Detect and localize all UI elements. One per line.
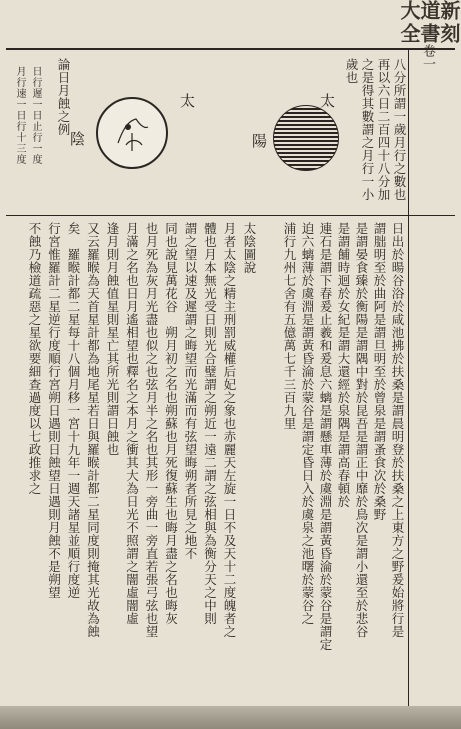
volume-label: 卷一 — [420, 44, 435, 70]
moon-figure-icon — [98, 99, 166, 167]
moon-text-line: 又云羅睺為天首星計都為地尾星若日與羅睺計都二星同度則掩其光故為蝕 — [85, 222, 101, 638]
sun-label-2: 太 — [320, 92, 336, 110]
moon-text-line: 同也說見萬花谷 朔月初之名也朔蘇也月死復蘇生也晦月盡之名也晦灰 — [163, 222, 179, 625]
moon-text-line: 也月死為灰月光盡也似之也弦月半之名也其形一旁曲一旁直若張弓弦也望 — [144, 222, 159, 638]
moon-label: 陰 — [70, 130, 86, 148]
sun-text-line: 謂朏明至於曲阿是謂旦明至於曾泉是謂蚤食次於桑野 — [372, 222, 387, 521]
sun-text-line: 連石是謂下春爰止羲和爰息六螭是謂懸車薄於虞淵是謂黃昏淪於蒙谷是謂定 — [318, 222, 333, 651]
sun-label: 陽 — [252, 132, 268, 150]
moon-diagram — [96, 97, 168, 169]
moon-label-2: 太 — [180, 92, 196, 110]
top-text-col-1: 八分所謂一歲月行之數也 — [392, 58, 407, 201]
top-text-col-3: 之是得其數謂之月行一小 — [360, 58, 375, 201]
sun-text-line: 日出於暘谷浴於咸池拂於扶桑是謂晨明登於扶桑之上東方之野爰始將行是 — [390, 222, 405, 638]
moon-section-heading: 太陰圖說 — [242, 222, 257, 274]
top-text-col-2: 再以六日二百四十八分加 — [376, 58, 391, 201]
top-text-col-4: 歲也 — [344, 58, 359, 84]
sun-diagram — [273, 105, 339, 171]
moon-text-line: 月滿之名也日月遙相望也釋名之本月之衝其大為日光不照謂之闇虛闇虛 — [124, 222, 140, 625]
moon-text-line: 逢月則月蝕值星則星亡其所光則謂日蝕也 — [105, 222, 120, 456]
rule-sun-speed: 日行遲一日止行一度 — [30, 66, 41, 165]
moon-text-line: 矣 羅睺計都二星每十八個月移一宮十九年一週天諸星並順行度逆 — [66, 222, 81, 599]
page-edge — [0, 706, 461, 729]
rule-title: 論日月蝕之例 — [56, 58, 71, 136]
inner-divider — [232, 215, 408, 216]
sun-text-line: 是謂餔時迴於女紀是謂大還經於泉隅是謂高春頓於 — [336, 222, 351, 508]
sun-text-line: 迫六螭薄於虞淵是謂黃昏淪於蒙谷是謂定昏日入於虞泉之池曙於蒙谷之 — [300, 222, 315, 625]
rule-moon-speed: 月行速一日行十三度 — [14, 66, 25, 165]
moon-text-line: 月者太陰之精主刑罰威權后妃之象也赤麗天左旋一日不及天十二度魄者之 — [222, 222, 237, 638]
moon-text-line: 謂之望以速及遲謂之晦望而光滿而有弦望晦朔者所見之地不 — [183, 222, 198, 560]
sun-text-line: 是謂晏食臻於衡陽是謂隅中對於昆吾是謂正中靡於鳥次是謂小還至於悲谷 — [354, 222, 369, 638]
margin-line — [408, 48, 409, 708]
moon-text-line: 體也月本無光受日則光合璧謂之朔近一遠二謂之弦相與為衡分天之中則 — [202, 222, 218, 625]
sun-text-line: 浦行九州七舍有五億萬七千三百九里 — [282, 222, 297, 430]
moon-text-line: 不蝕乃檢道疏惡之星欲要細查過度以七政推求之 — [27, 222, 42, 495]
book-title: 新刻道書大全 — [397, 0, 461, 46]
moon-text-line: 行宮惟羅計二星逆行度順行宮朔日遇則日蝕望日遇則月蝕不是朔望 — [46, 222, 62, 599]
